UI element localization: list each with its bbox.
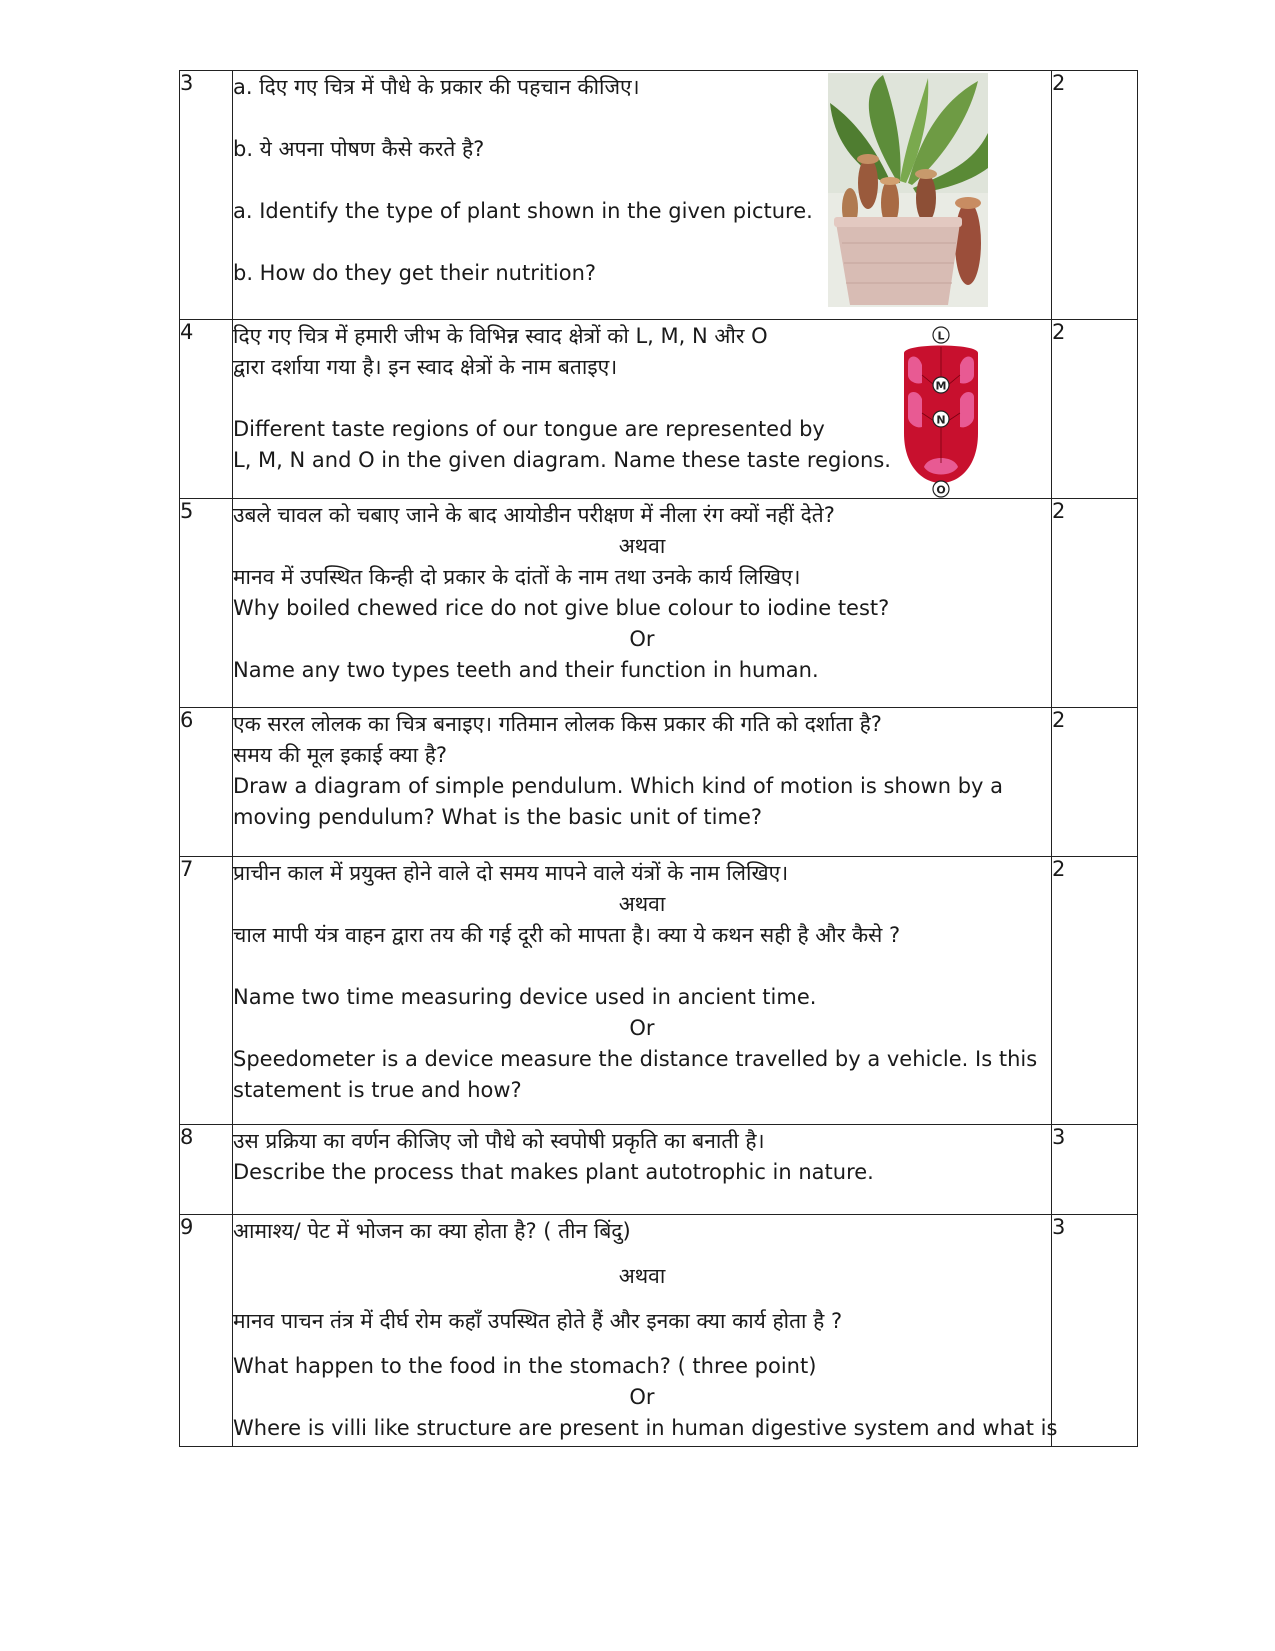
question-line: L, M, N and O in the given diagram. Name these taste regions. [233, 448, 891, 472]
marks: 2 [1052, 320, 1138, 499]
question-row-9 [180, 1215, 1138, 1447]
svg-text:L: L [937, 329, 945, 343]
marks: 2 [1052, 857, 1138, 1125]
question-line: moving pendulum? What is the basic unit of time? [233, 805, 763, 829]
question-line: Name any two types teeth and their function in human. [233, 658, 819, 682]
svg-text:M: M [935, 379, 947, 393]
question-number: 7 [180, 857, 233, 1125]
question-line: b. ये अपना पोषण कैसे करते है? [233, 137, 485, 161]
label-O [933, 481, 949, 497]
or-separator: अथवा [618, 892, 666, 916]
question-line: द्वारा दर्शाया गया है। इन स्वाद क्षेत्रों के नाम बताइए। [233, 355, 618, 379]
or-separator: Or [629, 1016, 655, 1040]
question-row-4 [180, 320, 1138, 499]
question-line: What happen to the food in the stomach? ( three point) [233, 1354, 817, 1378]
question-line: a. दिए गए चित्र में पौधे के प्रकार की पहचान कीजिए। [233, 75, 640, 99]
question-line: आमाश्य/ पेट में भोजन का क्या होता है? ( तीन बिंदु) [233, 1219, 631, 1243]
marks: 2 [1052, 71, 1138, 320]
pitcher-plant-picture [828, 73, 988, 307]
question-line: चाल मापी यंत्र वाहन द्वारा तय की गई दूरी को मापता है। क्या ये कथन सही है और कैसे ? [233, 923, 901, 947]
question-line: दिए गए चित्र में हमारी जीभ के विभिन्न स्वाद क्षेत्रों को L, M, N और O [233, 324, 768, 348]
question-line: एक सरल लोलक का चित्र बनाइए। गतिमान लोलक किस प्रकार की गति को दर्शाता है? [233, 712, 882, 736]
question-line: उबले चावल को चबाए जाने के बाद आयोडीन परीक्षण में नीला रंग क्यों नहीं देते? [233, 503, 835, 527]
svg-text:N: N [936, 413, 946, 427]
marks: 3 [1052, 1215, 1138, 1447]
or-separator: Or [629, 627, 655, 651]
question-number: 8 [180, 1125, 233, 1215]
question-row-5 [180, 499, 1138, 708]
question-number: 4 [180, 320, 233, 499]
or-separator: Or [629, 1385, 655, 1409]
question-number: 3 [180, 71, 233, 320]
question-number: 5 [180, 499, 233, 708]
question-line: मानव पाचन तंत्र में दीर्घ रोम कहाँ उपस्थित होते हैं और इनका क्या कार्य होता है ? [233, 1309, 843, 1333]
question-line: Where is villi like structure are present in human digestive system and what is [233, 1416, 1058, 1440]
marks: 2 [1052, 708, 1138, 857]
question-text [233, 320, 1052, 499]
question-line: b. How do they get their nutrition? [233, 261, 597, 285]
question-line: प्राचीन काल में प्रयुक्त होने वाले दो समय मापने वाले यंत्रों के नाम लिखिए। [233, 861, 789, 885]
question-text [233, 499, 1052, 708]
tongue-diagram [896, 323, 986, 499]
question-line: a. Identify the type of plant shown in the given picture. [233, 199, 813, 223]
question-line: समय की मूल इकाई क्या है? [233, 743, 448, 767]
question-number: 9 [180, 1215, 233, 1447]
svg-text:O: O [936, 483, 946, 497]
question-line: Why boiled chewed rice do not give blue colour to iodine test? [233, 596, 890, 620]
question-line: Different taste regions of our tongue are represented by [233, 417, 825, 441]
question-line: उस प्रक्रिया का वर्णन कीजिए जो पौधे को स्वपोषी प्रकृति का बनाती है। [233, 1129, 765, 1153]
question-text [233, 857, 1052, 1125]
label-L [933, 327, 949, 343]
marks: 3 [1052, 1125, 1138, 1215]
question-line: Speedometer is a device measure the distance travelled by a vehicle. Is this [233, 1047, 1038, 1071]
question-line: Draw a diagram of simple pendulum. Which kind of motion is shown by a [233, 774, 1004, 798]
question-line: मानव में उपस्थित किन्ही दो प्रकार के दांतों के नाम तथा उनके कार्य लिखिए। [233, 565, 801, 589]
question-line: Name two time measuring device used in ancient time. [233, 985, 817, 1009]
question-text [233, 708, 1052, 857]
question-row-6 [180, 708, 1138, 857]
marks: 2 [1052, 499, 1138, 708]
label-N [933, 411, 949, 427]
question-number: 6 [180, 708, 233, 857]
or-separator: अथवा [618, 534, 666, 558]
or-separator: अथवा [618, 1264, 666, 1288]
question-line: Describe the process that makes plant autotrophic in nature. [233, 1160, 874, 1184]
question-table [179, 70, 1138, 1447]
question-text [233, 1125, 1052, 1215]
question-line: statement is true and how? [233, 1078, 522, 1102]
label-M [933, 377, 949, 393]
question-text [233, 71, 1052, 320]
question-row-7 [180, 857, 1138, 1125]
question-row-8 [180, 1125, 1138, 1215]
question-text [233, 1215, 1058, 1447]
question-row-3 [180, 71, 1138, 320]
